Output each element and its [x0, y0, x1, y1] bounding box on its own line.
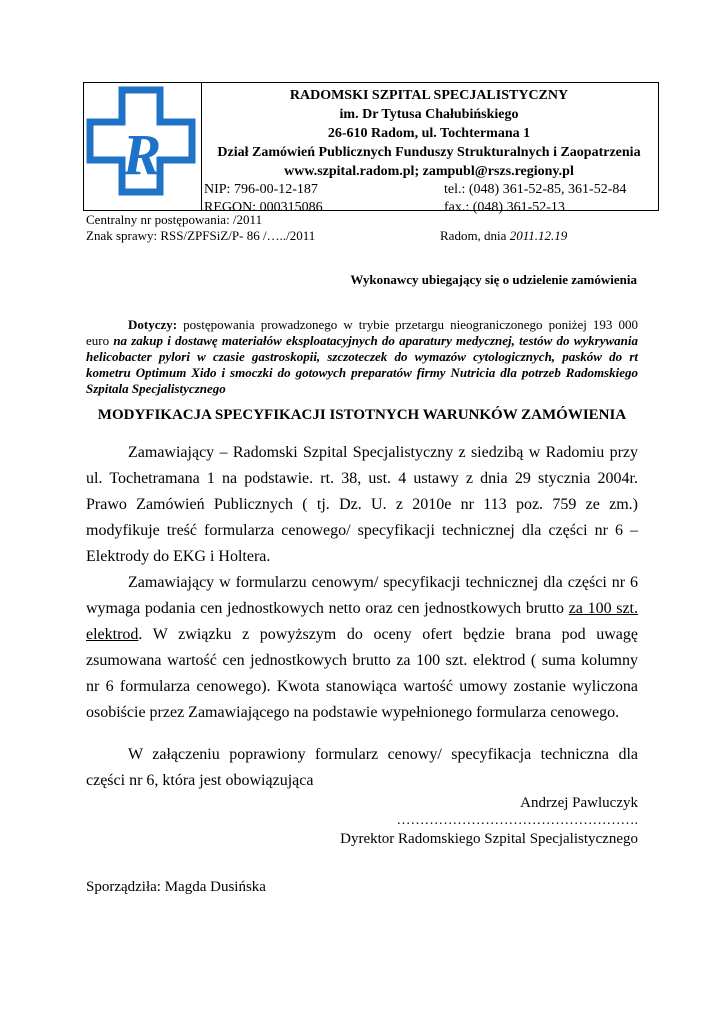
signatory-name: Andrzej Pawluczyk — [520, 795, 638, 811]
paragraph-2-end: . W związku z powyższym do oceny ofert będzie brana pod uwagę zsumowana wartość cen jednostkowych brutto za 100 szt. elektrod ( suma kolumny nr 6 formularza cenowego). Kwota stanowiąca wartość umowy zostanie wyliczona osobiście przez Zamawiającego na podstawie wypełnionego formularza cenowego. — [86, 626, 638, 721]
signature-line: ……………………………………………. — [396, 813, 638, 828]
header-divider — [201, 82, 202, 210]
web-email: www.szpital.radom.pl; zampubl@rszs.regiony.pl — [284, 164, 574, 179]
signatory-role: Dyrektor Radomskiego Szpital Specjalistycznego — [340, 831, 638, 847]
svg-text:R: R — [122, 122, 162, 187]
hospital-address: 26-610 Radom, ul. Tochtermana 1 — [327, 126, 531, 141]
subject — [86, 317, 638, 397]
subject-label: Dotyczy: — [128, 317, 178, 332]
fax: fax.: (048) 361-52-13 — [444, 199, 565, 215]
header-text — [204, 86, 654, 216]
paragraph-1: Zamawiający – Radomski Szpital Specjalistyczny z siedzibą w Radomiu przy ul. Tochetramana 1 na podstawie. rt. 38, ust. 4 ustawy z dnia 29 stycznia 2004r. Prawo Zamówień Publicznych ( tj. Dz. U. z 2010e nr 113 poz. 759 ze zm.) modyfikuje treść formularza cenowego/ specyfikacji technicznej dla części nr 6 – Elektrody do EKG i Holtera. — [86, 444, 638, 565]
hospital-name: RADOMSKI SZPITAL SPECJALISTYCZNY — [289, 88, 569, 103]
paragraph-3: W załączeniu poprawiony formularz cenowy/ specyfikacja techniczna dla części nr 6, która jest obowiązująca — [86, 746, 638, 789]
recipient: Wykonawcy ubiegający się o udzielenie zamówienia — [350, 272, 637, 287]
case-number: Znak sprawy: RSS/ZPFSiZ/P- 86 /…../2011 — [86, 228, 316, 243]
central-number: Centralny nr postępowania: /2011 — [86, 212, 263, 227]
regon: REGON: 000315086 — [204, 199, 323, 215]
hospital-patron: im. Dr Tytusa Chałubińskiego — [339, 107, 519, 122]
nip: NIP: 796-00-12-187 — [204, 182, 318, 197]
paragraph-2-underlined: za 100 szt. elektrod — [86, 600, 639, 643]
subject-scope: na zakup i dostawę materiałów eksploatacyjnych do aparatury medycznej, testów do wykrywania helicobacter pylori w czasie gastroskopii, szczoteczek do wymazów cytologicznych, pasków do rt kometru Optimum Xido i smoczki do gotowych preparatów firmy Nutricia dla potrzeb Radomskiego Szpitala Specjalistycznego — [86, 333, 638, 396]
hospital-cross-logo-icon — [86, 86, 196, 196]
paragraph-2 — [86, 570, 638, 726]
nip-tel-row — [204, 181, 654, 199]
paragraph-2-start: Zamawiający w formularzu cenowym/ specyfikacji technicznej dla części nr 6 wymaga podania cen jednostkowych netto oraz cen jednostkowych brutto — [86, 574, 638, 617]
prepared-by: Sporządziła: Magda Dusińska — [86, 879, 266, 895]
place-date — [440, 228, 567, 244]
document-date: 2011.12.19 — [509, 228, 568, 243]
phone: tel.: (048) 361-52-85, 361-52-84 — [444, 182, 627, 197]
department-name: Dział Zamówień Publicznych Funduszy Strukturalnych i Zaopatrzenia — [217, 145, 641, 160]
regon-fax-row — [204, 199, 654, 217]
place-date-prefix: Radom, dnia — [440, 228, 510, 243]
document-title: MODYFIKACJA SPECYFIKACJI ISTOTNYCH WARUNKÓW ZAMÓWIENIA — [97, 407, 627, 423]
subject-text: postępowania prowadzonego w trybie przetargu nieograniczonego poniżej 193 000 euro — [86, 317, 638, 348]
